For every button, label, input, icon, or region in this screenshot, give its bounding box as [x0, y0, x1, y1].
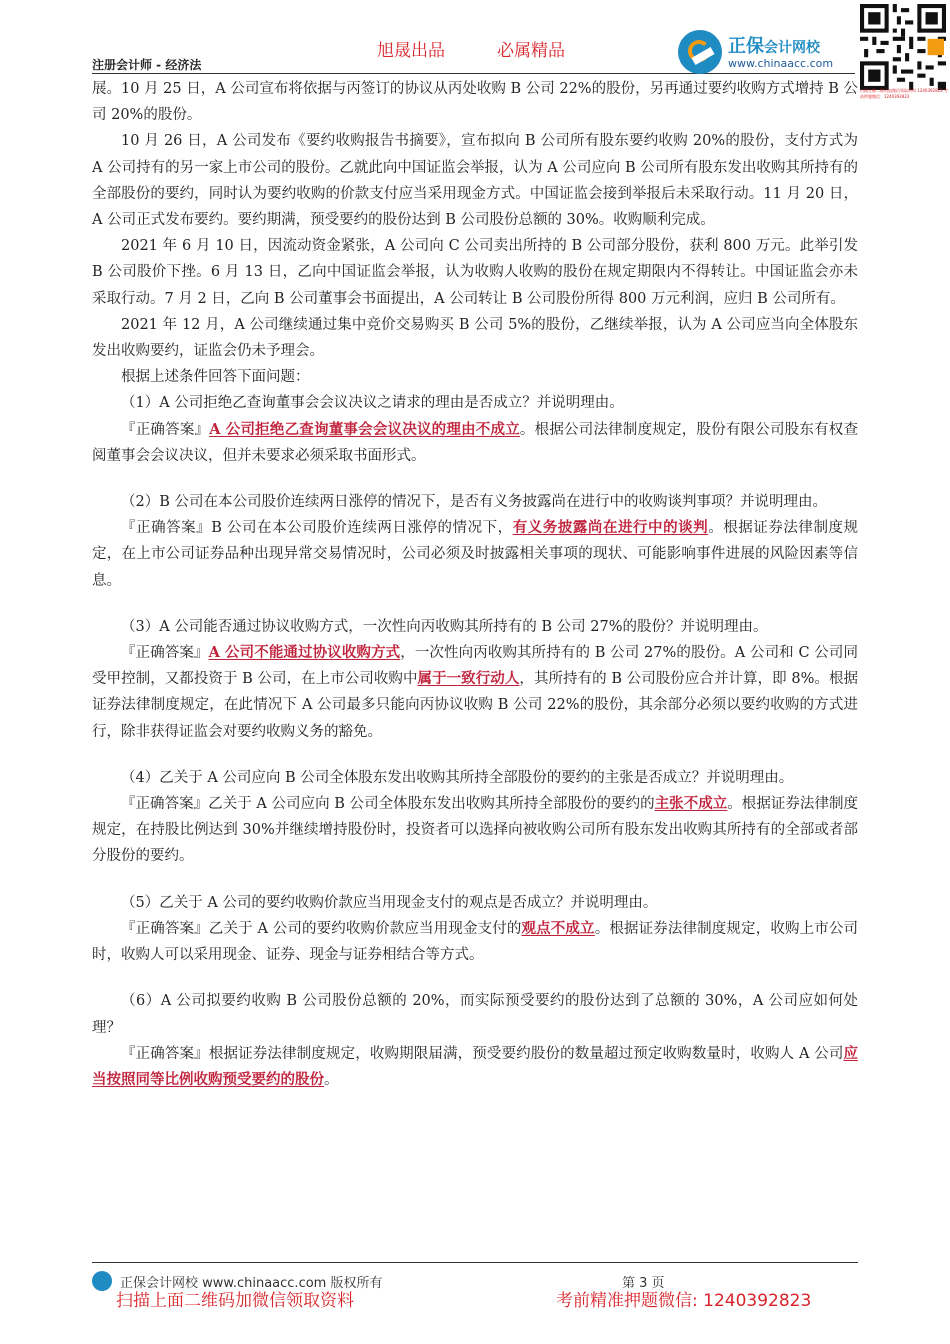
slogan-left: 旭晟出品 [377, 41, 445, 61]
answer-6: 『正确答案』根据证券法律制度规定，收购期限届满，预受要约股份的数量超过预定收购数量时，收购人 A 公司应当按照同等比例收购预受要约的股份。 [92, 1044, 859, 1088]
question-3: （3）A 公司能否通过协议收购方式，一次性向丙收购其所持有的 B 公司 27%的股份？并说明理由。 [121, 618, 768, 635]
answer-highlight: 观点不成立 [521, 919, 595, 937]
answer-5: 『正确答案』乙关于 A 公司的要约收购价款应当用现金支付的观点不成立。根据证券法律制度规定，收购上市公司时，收购人可以采用现金、证券、现金与证券相结合等方式。 [92, 919, 859, 964]
slogan-right: 必属精品 [497, 41, 565, 61]
qr-code-icon [860, 4, 946, 90]
promo-left: 扫描上面二维码加微信领取资料 [116, 1291, 354, 1311]
qr-note: 扫描左侧二维码加微信领取资料 1240392823 考前押题微信：1240392823 [860, 88, 948, 99]
answer-highlight: 主张不成立 [654, 795, 728, 813]
paragraph: 2021 年 12 月，A 公司继续通过集中竞价交易购买 B 公司 5%的股份，乙继续举报，认为 A 公司应当向全体股东发出收购要约，证监会仍未予理会。 [92, 316, 858, 360]
paragraph: 根据上述条件回答下面问题： [121, 369, 310, 386]
paragraph: 10 月 26 日，A 公司发布《要约收购报告书摘要》，宣布拟向 B 公司所有股东要约收购 20%的股份，支付方式为 A 公司持有的另一家上市公司的股份。乙就此向中国证监会举报，认为 A 公司应向 B 公司所有股东发出收购其所持有的全部股份的要约，同时认为要约收购的价款支付应当采用现金方式。中国证监会接到举报后未采取行动。11 月 20 日，A 公司正式发布要约。要约期满，预受要约的股份达到 B 公司股份总额的 30%。收购顺利完成。 [92, 133, 858, 229]
answer-highlight: A 公司不能通过协议收购方式 [208, 644, 401, 662]
answer-3: 『正确答案』A 公司不能通过协议收购方式，一次性向丙收购其所持有的 B 公司 27%的股份。A 公司和 C 公司同受甲控制，又都投资于 B 公司，在上市公司收购中属于一致行动人，其所持有的 B 公司股份应合并计算，即 8%。根据证券法律制度规定，在此情况下 A 公司最多只能向丙协议收购 B 公司 22%的股份，其余部分必须以要约收购的方式进行，除非获得证监会对要约收购义务的豁免。 [92, 644, 859, 740]
question-1: （1）A 公司拒绝乙查询董事会会议决议之请求的理由是否成立？并说明理由。 [121, 395, 624, 412]
subject-title: 注册会计师 - 经济法 [92, 58, 202, 72]
logo-mark-icon [678, 30, 722, 74]
footer-logo-icon [92, 1271, 112, 1291]
answer-1: 『正确答案』A 公司拒绝乙查询董事会会议决议的理由不成立。根据公司法律制度规定，股份有限公司股东有权查阅董事会会议决议，但并未要求必须采取书面形式。 [92, 420, 859, 464]
chinaacc-logo [678, 28, 860, 76]
paragraph: 2021 年 6 月 10 日，因流动资金紧张，A 公司向 C 公司卖出所持的 B 公司部分股份，获利 800 万元。此举引发 B 公司股价下挫。6 月 13 日，乙向中国证监会举报，认为收购人收购的股份在规定期限内不得转让。中国证监会亦未采取行动。7 月 2 日，乙向 B 公司董事会书面提出，A 公司转让 B 公司股份所得 800 万元利润，应归 B 公司所有。 [92, 238, 858, 307]
footer-brand: 正保会计网校 www.chinaacc.com 版权所有 [120, 1276, 383, 1291]
page-number: 第 3 页 [622, 1276, 665, 1291]
answer-highlight: 属于一致行动人 [417, 670, 520, 688]
document-body [92, 76, 858, 1093]
answer-highlight: 应当按照同等比例收购预受要约的股份 [92, 1044, 859, 1088]
answer-2: 『正确答案』B 公司在本公司股价连续两日涨停的情况下，有义务披露尚在进行中的谈判。根据证券法律制度规定，在上市公司证券品种出现异常交易情况时，公司必须及时披露相关事项的现状、可能影响事件进展的风险因素等信息。 [92, 519, 859, 589]
answer-highlight: A 公司拒绝乙查询董事会会议决议的理由不成立 [209, 420, 520, 438]
question-4: （4）乙关于 A 公司应向 B 公司全体股东发出收购其所持全部股份的要约的主张是否成立？并说明理由。 [121, 769, 794, 786]
page-header [0, 0, 950, 99]
paragraph: 展。10 月 25 日，A 公司宣布将依据与丙签订的协议从丙处收购 B 公司 22%的股份，另再通过要约收购方式增持 B 公司 20%的股份。 [92, 81, 858, 124]
answer-highlight: 有义务披露尚在进行中的谈判 [512, 519, 709, 537]
question-6: （6）A 公司拟要约收购 B 公司股份总额的 20%，而实际预受要约的股份达到了总额的 30%，A 公司应如何处理？ [92, 993, 858, 1036]
question-5: （5）乙关于 A 公司的要约收购价款应当用现金支付的观点是否成立？并说明理由。 [121, 894, 658, 911]
logo-url: www.chinaacc.com [728, 57, 834, 70]
logo-text: 正保会计网校 [728, 36, 820, 57]
answer-4: 『正确答案』乙关于 A 公司应向 B 公司全体股东发出收购其所持全部股份的要约的主张不成立。根据证券法律制度规定，在持股比例达到 30%并继续增持股份时，投资者可以选择向被收购公司所有股东发出收购其所持有的全部或者部分股份的要约。 [92, 795, 859, 865]
question-2: （2）B 公司在本公司股价连续两日涨停的情况下，是否有义务披露尚在进行中的收购谈判事项？并说明理由。 [121, 494, 827, 511]
promo-right: 考前精准押题微信: 1240392823 [556, 1291, 812, 1311]
footer-divider [92, 1262, 858, 1263]
